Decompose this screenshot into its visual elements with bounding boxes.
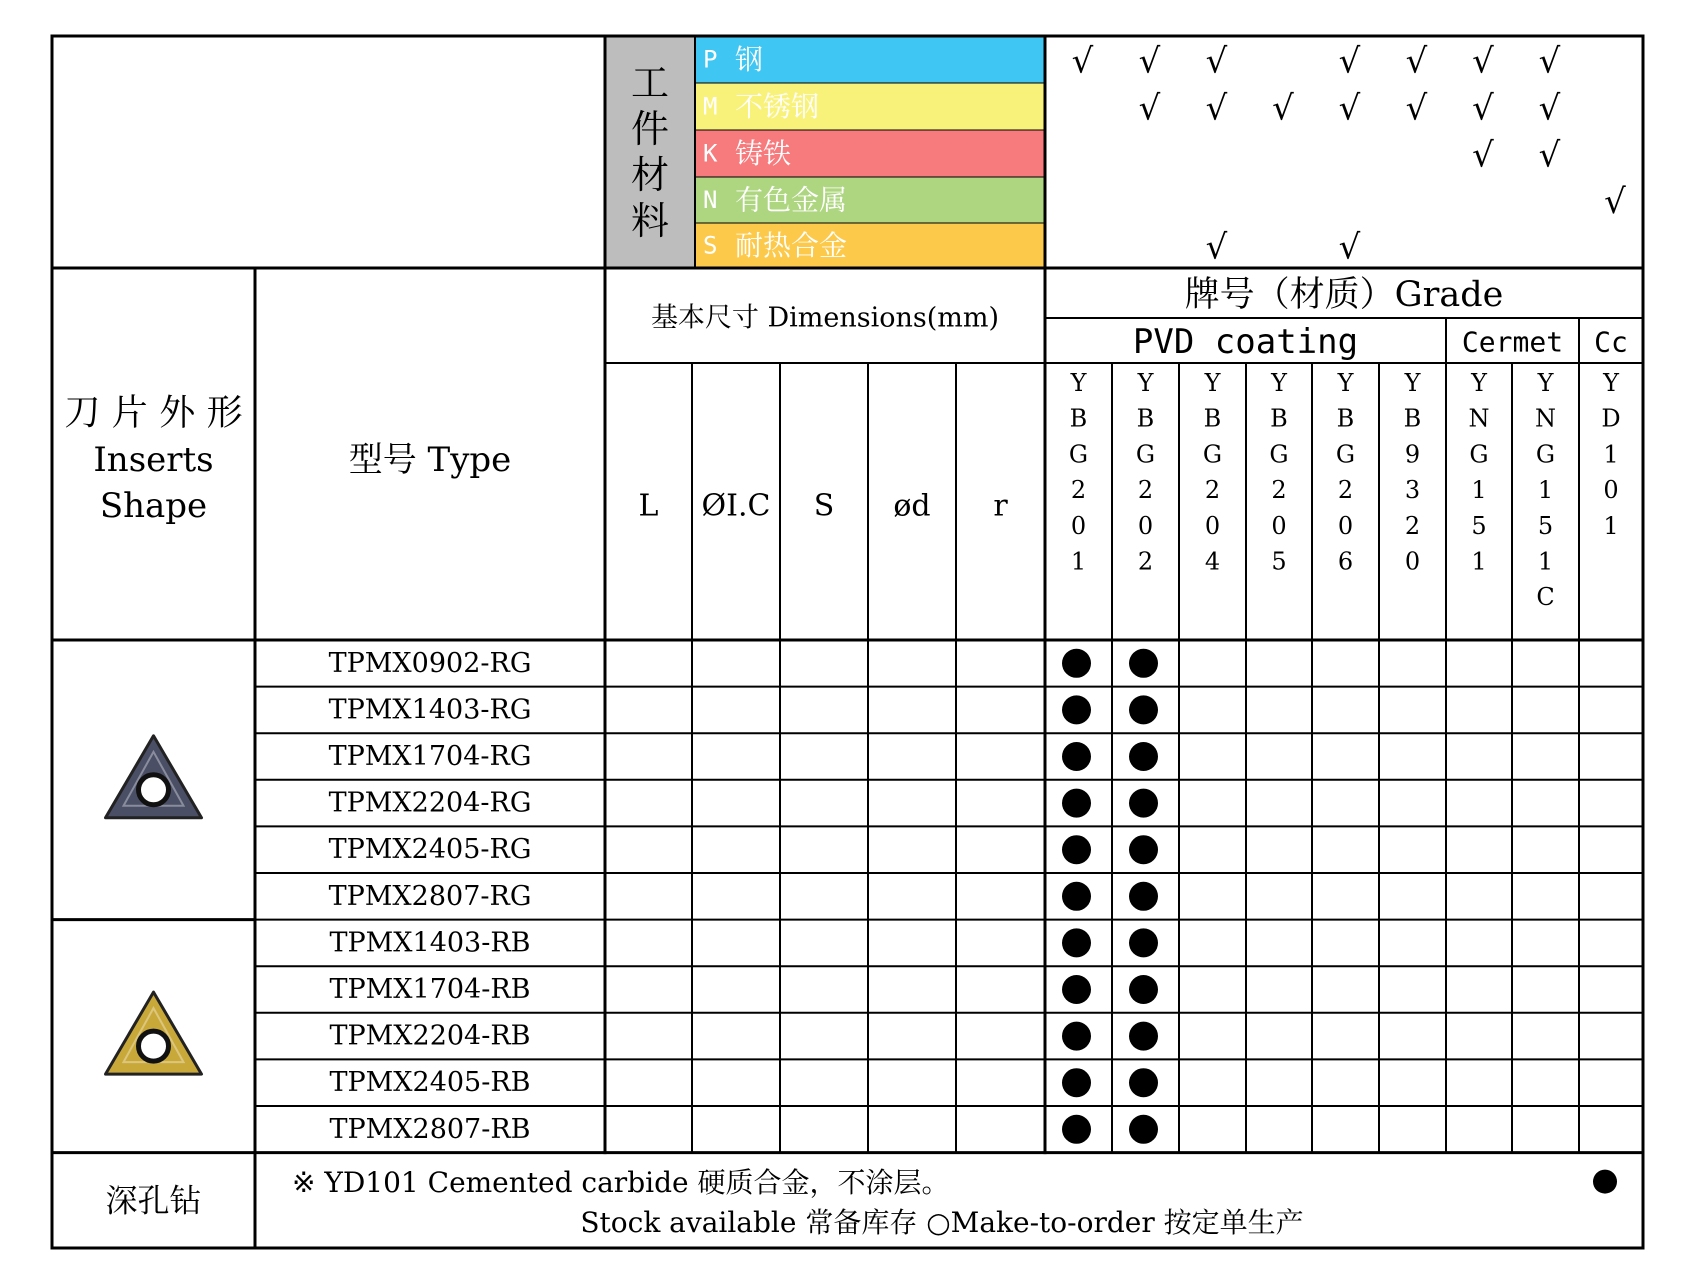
check-mark: √ [1205,88,1228,129]
grade-code-char: 5 [1537,511,1554,540]
insert-type: TPMX1403-RG [328,694,532,726]
shape-label-cn: 刀 片 外 形 [64,392,243,434]
grade-code-char: D [1601,404,1621,433]
grade-code-char: N [1535,404,1556,433]
material-name-N: 有色金属 [735,183,848,217]
check-mark: √ [1472,41,1494,82]
grade-code-char: 1 [1603,511,1619,540]
insert-type: TPMX1704-RG [328,741,532,772]
grade-group-1: Cermet [1461,325,1564,359]
grade-code-char: G [1535,440,1556,469]
type-header: 型号 Type [348,440,512,480]
material-label-char: 材 [630,153,670,197]
grade-code-char: B [1270,404,1288,433]
grade-code-char: 1 [1603,440,1619,469]
grade-code-char: Y [1537,369,1554,397]
material-label-char: 工 [630,61,670,105]
grade-code-char: 2 [1271,476,1287,505]
grade-code-char: G [1202,440,1223,469]
availability-dot [1062,882,1091,911]
material-code-S: S [703,231,718,260]
dimension-col-1: ØI.C [701,488,771,524]
grade-group-2: Cc [1594,325,1628,359]
grade-group-0: PVD coating [1132,322,1359,362]
shape-label-en-1: Inserts [93,440,214,480]
check-mark: √ [1405,41,1428,82]
availability-dot [1129,1115,1158,1144]
availability-dot [1129,1022,1158,1051]
check-mark: √ [1138,88,1161,129]
grade-code-char: 5 [1471,511,1487,540]
grade-code-char: G [1068,440,1089,469]
check-mark: √ [1538,135,1561,176]
grade-code-char: 3 [1404,476,1421,505]
footer-legend: Stock available 常备库存 ○Make-to-order 按定单生产 [580,1206,1304,1240]
footer-note: ※ YD101 Cemented carbide 硬质合金，不涂层。 [292,1166,950,1200]
dimension-col-4: r [993,488,1008,524]
grade-code-char: 0 [1070,511,1087,540]
grade-code-char: B [1203,404,1222,433]
availability-dot [1062,835,1091,864]
grade-code-char: 0 [1603,476,1619,505]
availability-dot [1062,742,1091,771]
check-mark: √ [1138,41,1161,82]
grade-code-char: G [1469,440,1489,469]
availability-dot [1129,882,1158,911]
check-mark: √ [1071,41,1094,82]
grade-code-char: 9 [1404,440,1421,469]
dimension-col-3: ød [893,488,931,524]
insert-type: TPMX1704-RB [329,974,531,1005]
availability-dot [1129,789,1158,818]
grade-code-char: 2 [1337,476,1354,505]
grade-code-char: 1 [1471,547,1487,576]
dimension-col-0: L [638,488,659,524]
grade-code-char: 0 [1271,511,1287,540]
check-mark: √ [1338,88,1361,129]
check-mark: √ [1205,227,1228,268]
material-name-K: 铸铁 [735,137,792,170]
grade-code-char: C [1536,583,1555,612]
availability-dot [1129,975,1158,1004]
availability-dot [1129,835,1158,864]
availability-dot [1129,695,1158,724]
dimension-col-2: S [813,488,835,524]
dimensions-header: 基本尺寸 Dimensions(mm) [650,302,1000,334]
check-mark: √ [1338,227,1361,268]
triangular-insert-gold-icon-hole [139,1031,169,1061]
insert-type: TPMX2807-RG [328,880,532,912]
grade-code-char: 4 [1204,547,1221,576]
availability-dot [1062,1115,1091,1144]
grade-code-char: 0 [1404,547,1421,576]
grade-code-char: 6 [1337,547,1354,576]
check-mark: √ [1205,41,1228,82]
insert-type: TPMX2204-RB [329,1020,531,1052]
grade-code-char: 5 [1271,547,1287,576]
shape-label-en-2: Shape [99,486,208,526]
material-code-K: K [703,139,718,168]
grade-code-char: B [1403,404,1422,433]
grade-code-char: Y [1603,369,1619,397]
material-label-char: 料 [630,199,670,243]
grade-code-char: G [1269,440,1289,469]
availability-dot [1062,789,1091,818]
availability-dot [1062,695,1091,724]
availability-dot [1129,1068,1158,1097]
footer-left-label: 深孔钻 [105,1181,202,1220]
availability-dot [1062,975,1091,1004]
check-mark: √ [1538,41,1561,82]
material-label-char: 件 [630,107,670,151]
material-code-N: N [703,186,718,214]
insert-type: TPMX2204-RG [328,787,532,819]
check-mark: √ [1538,88,1561,129]
grade-code-char: 2 [1404,511,1421,540]
material-code-M: M [703,92,718,121]
insert-type: TPMX2807-RB [329,1113,531,1145]
grade-code-char: 0 [1337,511,1354,540]
grade-header: 牌号（材质）Grade [1184,275,1504,315]
availability-dot [1062,928,1091,957]
grade-code-char: B [1336,404,1355,433]
grade-code-char: Y [1204,369,1221,397]
insert-type: TPMX1403-RB [329,927,531,959]
material-name-S: 耐热合金 [735,229,848,262]
insert-type: TPMX2405-RB [329,1067,531,1099]
grade-code-char: Y [1137,369,1154,397]
check-mark: √ [1405,88,1428,129]
grade-code-char: Y [1070,369,1087,397]
material-name-M: 不锈钢 [735,90,820,123]
insert-type: TPMX2405-RG [328,834,532,866]
check-mark: √ [1472,88,1494,129]
grade-code-char: 1 [1471,476,1487,505]
check-mark: √ [1272,88,1294,129]
availability-dot [1062,649,1091,678]
check-mark: √ [1338,41,1361,82]
grade-code-char: 2 [1204,476,1221,505]
grade-code-char: 2 [1137,476,1154,505]
availability-dot [1129,742,1158,771]
insert-type: TPMX0902-RG [328,647,532,679]
check-mark: √ [1604,182,1626,222]
grade-code-char: G [1135,440,1156,469]
grade-code-char: 2 [1137,547,1154,576]
availability-dot [1129,649,1158,678]
grade-code-char: Y [1471,369,1487,397]
triangular-insert-dark-icon-hole [139,775,169,805]
grade-code-char: B [1136,404,1155,433]
grade-code-char: N [1468,404,1490,433]
material-code-P: P [703,45,718,74]
grade-code-char: Y [1271,369,1287,397]
material-name-P: 钢 [735,43,764,76]
legend-dot [1593,1170,1617,1194]
grade-code-char: 1 [1070,547,1087,576]
grade-code-char: 1 [1537,547,1554,576]
grade-code-char: B [1069,404,1088,433]
grade-code-char: 1 [1537,476,1554,505]
availability-dot [1062,1068,1091,1097]
availability-dot [1062,1022,1091,1051]
grade-code-char: 2 [1070,476,1087,505]
grade-code-char: 0 [1204,511,1221,540]
grade-code-char: Y [1404,369,1421,397]
check-mark: √ [1472,135,1494,176]
availability-dot [1129,928,1158,957]
grade-code-char: Y [1337,369,1354,397]
grade-code-char: G [1335,440,1356,469]
grade-code-char: 0 [1137,511,1154,540]
